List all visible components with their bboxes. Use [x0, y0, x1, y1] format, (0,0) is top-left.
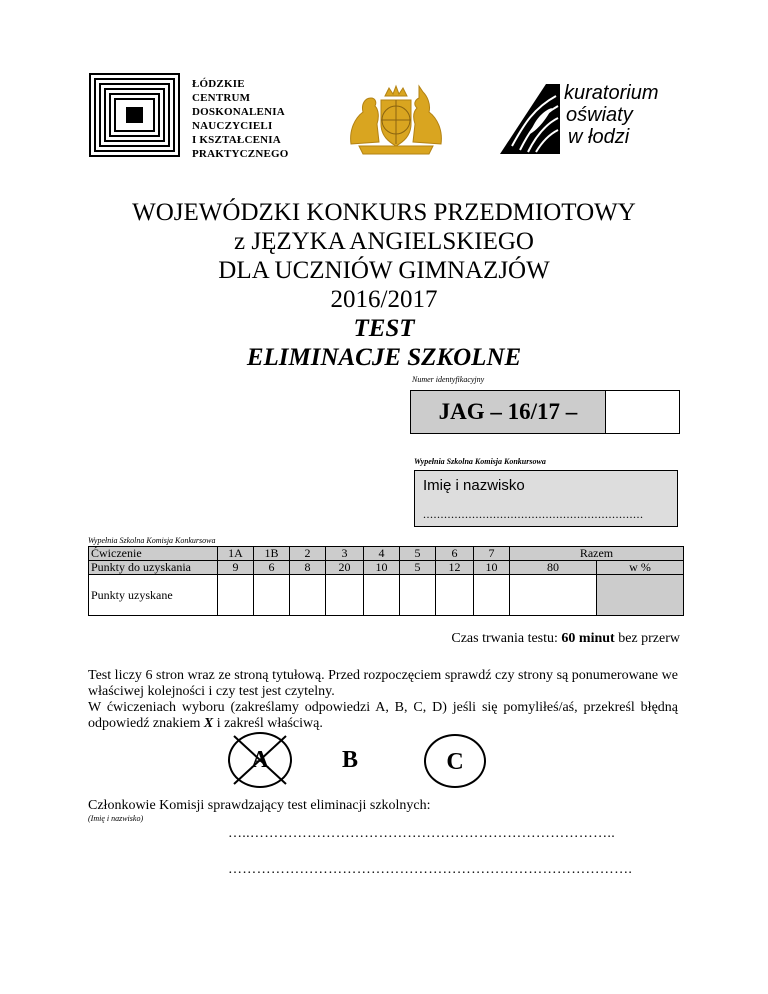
scored-cell[interactable] [364, 575, 400, 616]
ldc-line: CENTRUM [192, 92, 251, 104]
score-table [88, 546, 684, 616]
instructions-p2-text-end: i zakreśl właściwą. [216, 716, 323, 731]
points-cell: 5 [400, 561, 436, 575]
title-stage: ELIMINACJE SZKOLNE [246, 344, 522, 371]
scored-header: Punkty uzyskane [89, 575, 218, 616]
total-header: Razem [510, 547, 684, 561]
scored-cell[interactable] [290, 575, 326, 616]
royal-crest-icon [345, 84, 447, 156]
points-cell: 6 [254, 561, 290, 575]
scored-cell[interactable] [474, 575, 510, 616]
instructions-p1: Test liczy 6 stron wraz ze stroną tytułową. Przed rozpoczęciem sprawdź czy strony są ponumerowane we właściwej kolejności i czy test jest czytelny. [88, 668, 678, 699]
instructions-p2-x: X [203, 716, 214, 731]
id-box [410, 390, 680, 434]
scored-cell[interactable] [326, 575, 364, 616]
exercise-cell: 6 [436, 547, 474, 561]
time-info [451, 631, 680, 647]
points-cell: 10 [474, 561, 510, 575]
members-sublabel: (Imię i nazwisko) [88, 814, 144, 823]
name-commission-label: Wypełnia Szkolna Komisja Konkursowa [414, 457, 546, 466]
time-value: 60 minut [561, 631, 615, 646]
name-field-dots: ............................................................... [423, 507, 644, 521]
name-field-label: Imię i nazwisko [423, 477, 525, 494]
exercise-cell: 3 [326, 547, 364, 561]
choice-c: C [446, 749, 464, 775]
kuratorium-line: kuratorium [564, 82, 659, 104]
time-suffix: bez przerw [618, 631, 680, 646]
ldc-line: I KSZTAŁCENIA [192, 134, 281, 146]
scored-cell[interactable] [400, 575, 436, 616]
choice-c-circle [424, 734, 486, 788]
exercise-cell: 1A [218, 547, 254, 561]
instructions-p2 [88, 700, 678, 732]
ldc-line: DOSKONALENIA [192, 106, 285, 118]
kuratorium-logo [500, 80, 672, 156]
title-block [0, 198, 768, 372]
exercise-cell: 1B [254, 547, 290, 561]
exercise-cell: 4 [364, 547, 400, 561]
scored-cell[interactable] [254, 575, 290, 616]
percent-header: w % [597, 561, 684, 575]
scored-cell[interactable] [436, 575, 474, 616]
points-cell: 10 [364, 561, 400, 575]
time-prefix: Czas trwania testu: [451, 631, 558, 646]
ldcnikp-logo [89, 73, 180, 157]
title-line: 2016/2017 [330, 286, 438, 313]
members-label: Członkowie Komisji sprawdzający test eliminacji szkolnych: [88, 798, 431, 813]
instructions-p2-text: W ćwiczeniach wyboru (zakreślamy odpowiedzi A, B, C, D) jeśli się pomyliłeś/aś, przekreśl błędną odpowiedź znakiem [88, 700, 678, 731]
points-cell: 9 [218, 561, 254, 575]
scored-total-cell[interactable] [510, 575, 597, 616]
ldc-line: ŁÓDZKIE [192, 78, 245, 90]
title-test: TEST [353, 315, 415, 342]
member-line-2[interactable]: …………………………………………………………………………. [228, 862, 633, 877]
exercise-header: Ćwiczenie [89, 547, 218, 561]
id-label: Numer identyfikacyjny [412, 375, 485, 384]
points-cell: 8 [290, 561, 326, 575]
title-line: WOJEWÓDZKI KONKURS PRZEDMIOTOWY [132, 199, 636, 226]
choice-a: A [251, 747, 269, 773]
exercise-cell: 5 [400, 547, 436, 561]
exercise-cell: 2 [290, 547, 326, 561]
ldc-line: PRAKTYCZNEGO [192, 148, 289, 160]
choice-a-crossed [228, 732, 292, 788]
title-line: z JĘZYKA ANGIELSKIEGO [234, 228, 534, 255]
kuratorium-line: w łodzi [568, 126, 630, 148]
choice-b: B [341, 747, 358, 773]
points-cell: 12 [436, 561, 474, 575]
points-cell: 20 [326, 561, 364, 575]
kuratorium-line: oświaty [566, 104, 633, 126]
kuratorium-text [564, 82, 658, 148]
id-number-field[interactable] [605, 391, 679, 433]
ldcnikp-name [192, 77, 289, 161]
score-commission-label: Wypełnia Szkolna Komisja Konkursowa [88, 536, 216, 545]
points-header: Punkty do uzyskania [89, 561, 218, 575]
exercise-cell: 7 [474, 547, 510, 561]
id-code: JAG – 16/17 – [438, 399, 578, 424]
member-line-1[interactable]: …..………………………………………………………………….. [228, 826, 615, 841]
scored-percent-cell[interactable] [597, 575, 684, 616]
title-line: DLA UCZNIÓW GIMNAZJÓW [218, 257, 550, 284]
scored-cell[interactable] [218, 575, 254, 616]
total-points: 80 [510, 561, 597, 575]
ldc-line: NAUCZYCIELI [192, 120, 273, 132]
name-field[interactable] [414, 470, 678, 527]
